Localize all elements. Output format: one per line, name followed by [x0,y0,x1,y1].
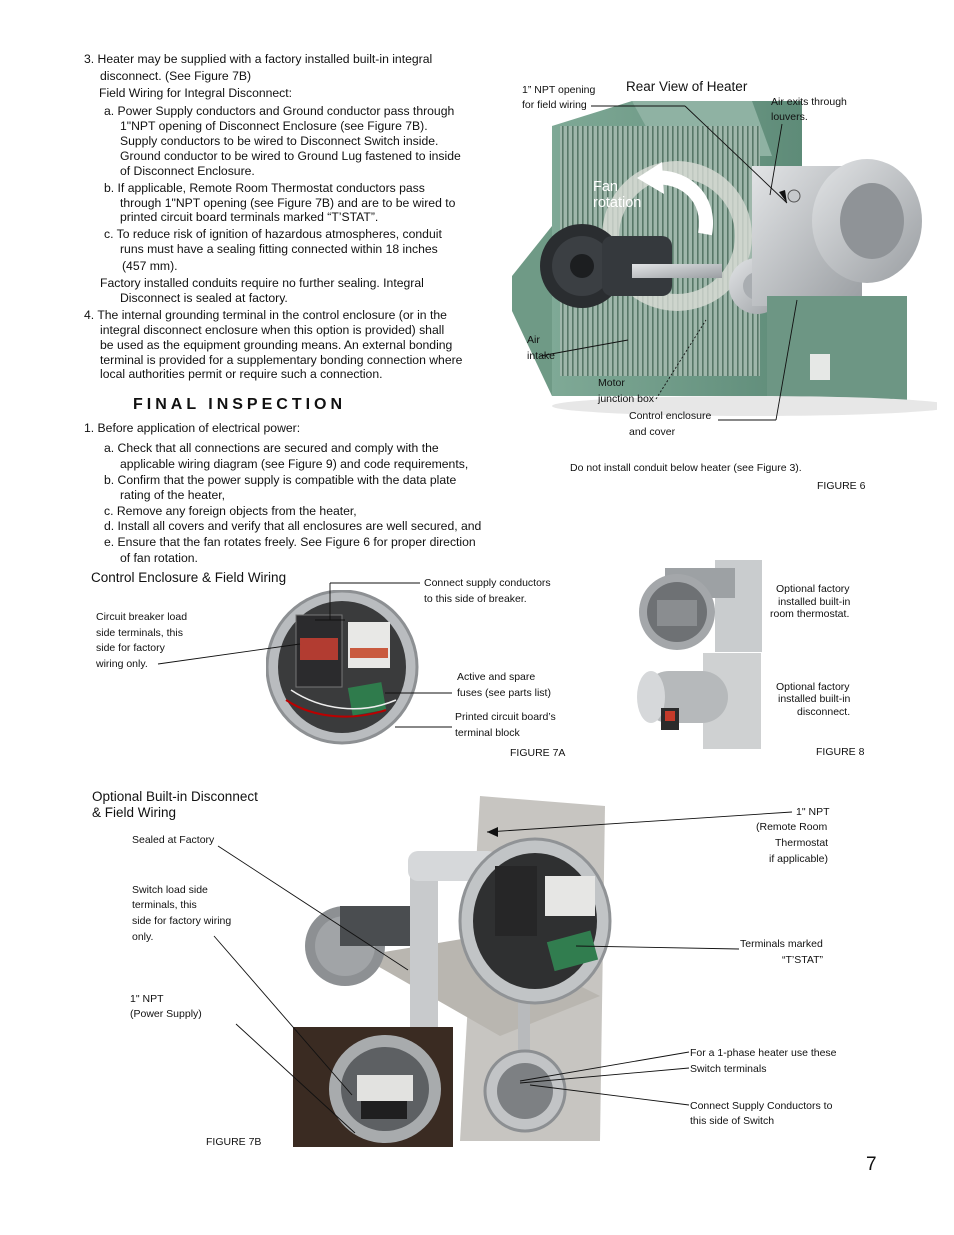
fig6-title: Rear View of Heater [626,79,748,94]
heater-rear-photo [512,96,937,426]
switch-load-label-4: only. [132,931,154,943]
one-phase-label-1: For a 1-phase heater use these [690,1047,837,1059]
npt-remote-label-3: Thermostat [775,837,829,849]
air-intake-label-1: Air [527,334,540,346]
tstat-label-1: Terminals marked [740,938,823,950]
item-c-line2: runs must have a sealing fitting connected within 18 inches [120,242,438,256]
supply-conductors-label-1: Connect supply conductors [424,577,551,589]
switch-load-label-2: terminals, this [132,899,197,911]
npt-power-label-2: (Power Supply) [130,1008,202,1020]
fi-b-line2: rating of the heater, [120,488,226,502]
air-exits-label-1: Air exits through [771,96,847,108]
breaker-label-3: side for factory [96,642,165,654]
breaker-label-4: wiring only. [96,658,148,670]
disconnect-label-2: installed built-in [778,693,851,705]
connect-supply-label-1: Connect Supply Conductors to [690,1100,833,1112]
fi-b-line1: b. Confirm that the power supply is compatible with the data plate [104,473,457,487]
fan-rotation-label-1: Fan [593,179,618,195]
item4-line3: be used as the equipment grounding means. An external bonding [100,338,453,352]
figure8-caption: FIGURE 8 [816,746,865,758]
npt-remote-label-2: (Remote Room [756,821,828,833]
thermostat-label-3: room thermostat. [770,608,850,620]
fig7b-title-2: & Field Wiring [92,805,177,820]
fi-item1: 1. Before application of electrical power: [84,421,301,435]
figure7a-caption: FIGURE 7A [510,747,566,759]
connect-supply-label-2: this side of Switch [690,1115,775,1127]
item-b-line2: through 1"NPT opening (see Figure 7B) and are to be wired to [120,196,456,210]
field-wiring-heading: Field Wiring for Integral Disconnect: [99,86,293,100]
page-number: 7 [866,1154,877,1175]
fuses-label-1: Active and spare [457,671,536,683]
breaker-label-1: Circuit breaker load [96,611,188,623]
npt-remote-label-1: 1" NPT [796,806,830,818]
supply-conductors-label-2: to this side of breaker. [424,593,527,605]
item4-line4: terminal is provided for a supplementary bonding connection where [100,353,463,367]
fi-e-line2: of fan rotation. [120,551,198,565]
disconnect-photo [633,653,761,749]
switch-load-label-3: side for factory wiring [132,915,232,927]
item4-line5: local authorities permit or require such a connection. [100,367,383,381]
motor-box-label-1: Motor [598,377,625,389]
item-a-line1: a. Power Supply conductors and Ground conductor pass through [104,104,455,118]
fi-c: c. Remove any foreign objects from the heater, [104,504,357,518]
fig7b-title-1: Optional Built-in Disconnect [92,789,258,804]
item3-line2: disconnect. (See Figure 7B) [100,69,252,83]
npt-opening-label-2: for field wiring [522,99,587,111]
motor-box-label-2: junction box [598,393,655,405]
fi-d: d. Install all covers and verify that all enclosures are well secured, and [104,519,482,533]
npt-remote-label-4: if applicable) [769,853,828,865]
fan-rotation-label-2: rotation [593,195,642,211]
one-phase-label-2: Switch terminals [690,1063,767,1075]
sealed-at-factory-label: Sealed at Factory [132,834,215,846]
final-inspection-heading: FINAL INSPECTION [133,396,347,413]
figure7b-caption: FIGURE 7B [206,1136,262,1148]
item3-line1: 3. Heater may be supplied with a factory installed built-in integral [84,52,433,66]
tstat-label-2: “T’STAT” [782,954,824,966]
thermostat-photo [635,560,762,652]
fuses-label-2: fuses (see parts list) [457,687,551,699]
disconnect-label-1: Optional factory [776,681,850,693]
air-intake-label-2: intake [527,350,556,362]
item-a-line4: Ground conductor to be wired to Ground Lug fastened to inside [120,149,461,163]
item-c-line1: c. To reduce risk of ignition of hazardous atmospheres, conduit [104,227,442,241]
item-b-line3: printed circuit board terminals marked “T’STAT”. [120,210,379,224]
pcb-label-1: Printed circuit board’s [455,711,556,723]
item-c-line3: (457 mm). [122,259,178,273]
item-a-line3: Supply conductors to be wired to Disconnect Switch inside. [120,134,439,148]
figure6-caption: FIGURE 6 [817,480,866,492]
item4-line1: 4. The internal grounding terminal in the control enclosure (or in the [84,308,447,322]
fi-a-line2: applicable wiring diagram (see Figure 9) and code requirements, [120,457,469,471]
air-exits-label-2: louvers. [771,111,808,123]
item4-line2: integral disconnect enclosure when this option is provided) shall [100,323,445,337]
npt-power-label-1: 1" NPT [130,993,164,1005]
factory-line1: Factory installed conduits require no further sealing. Integral [100,276,424,290]
fi-a-line1: a. Check that all connections are secured and comply with the [104,441,439,455]
switch-terminals-inset-photo [293,1027,453,1147]
fi-e-line1: e. Ensure that the fan rotates freely. See Figure 6 for proper direction [104,535,476,549]
thermostat-label-1: Optional factory [776,583,850,595]
factory-line2: Disconnect is sealed at factory. [120,291,288,305]
item-a-line5: of Disconnect Enclosure. [120,164,255,178]
breaker-label-2: side terminals, this [96,627,183,639]
thermostat-label-2: installed built-in [778,596,851,608]
item-a-line2: 1"NPT opening of Disconnect Enclosure (see Figure 7B). [120,119,428,133]
control-enclosure-label-2: and cover [629,426,676,438]
item-b-line1: b. If applicable, Remote Room Thermostat conductors pass [104,181,425,195]
pcb-label-2: terminal block [455,727,520,739]
control-enclosure-photo [266,590,419,745]
npt-opening-label-1: 1” NPT opening [522,84,596,96]
switch-load-label-1: Switch load side [132,884,208,896]
disconnect-label-3: disconnect. [797,706,851,718]
fig6-conduit-note: Do not install conduit below heater (see Figure 3). [570,462,802,474]
control-enclosure-label-1: Control enclosure [629,410,712,422]
fig7a-title: Control Enclosure & Field Wiring [91,570,287,585]
